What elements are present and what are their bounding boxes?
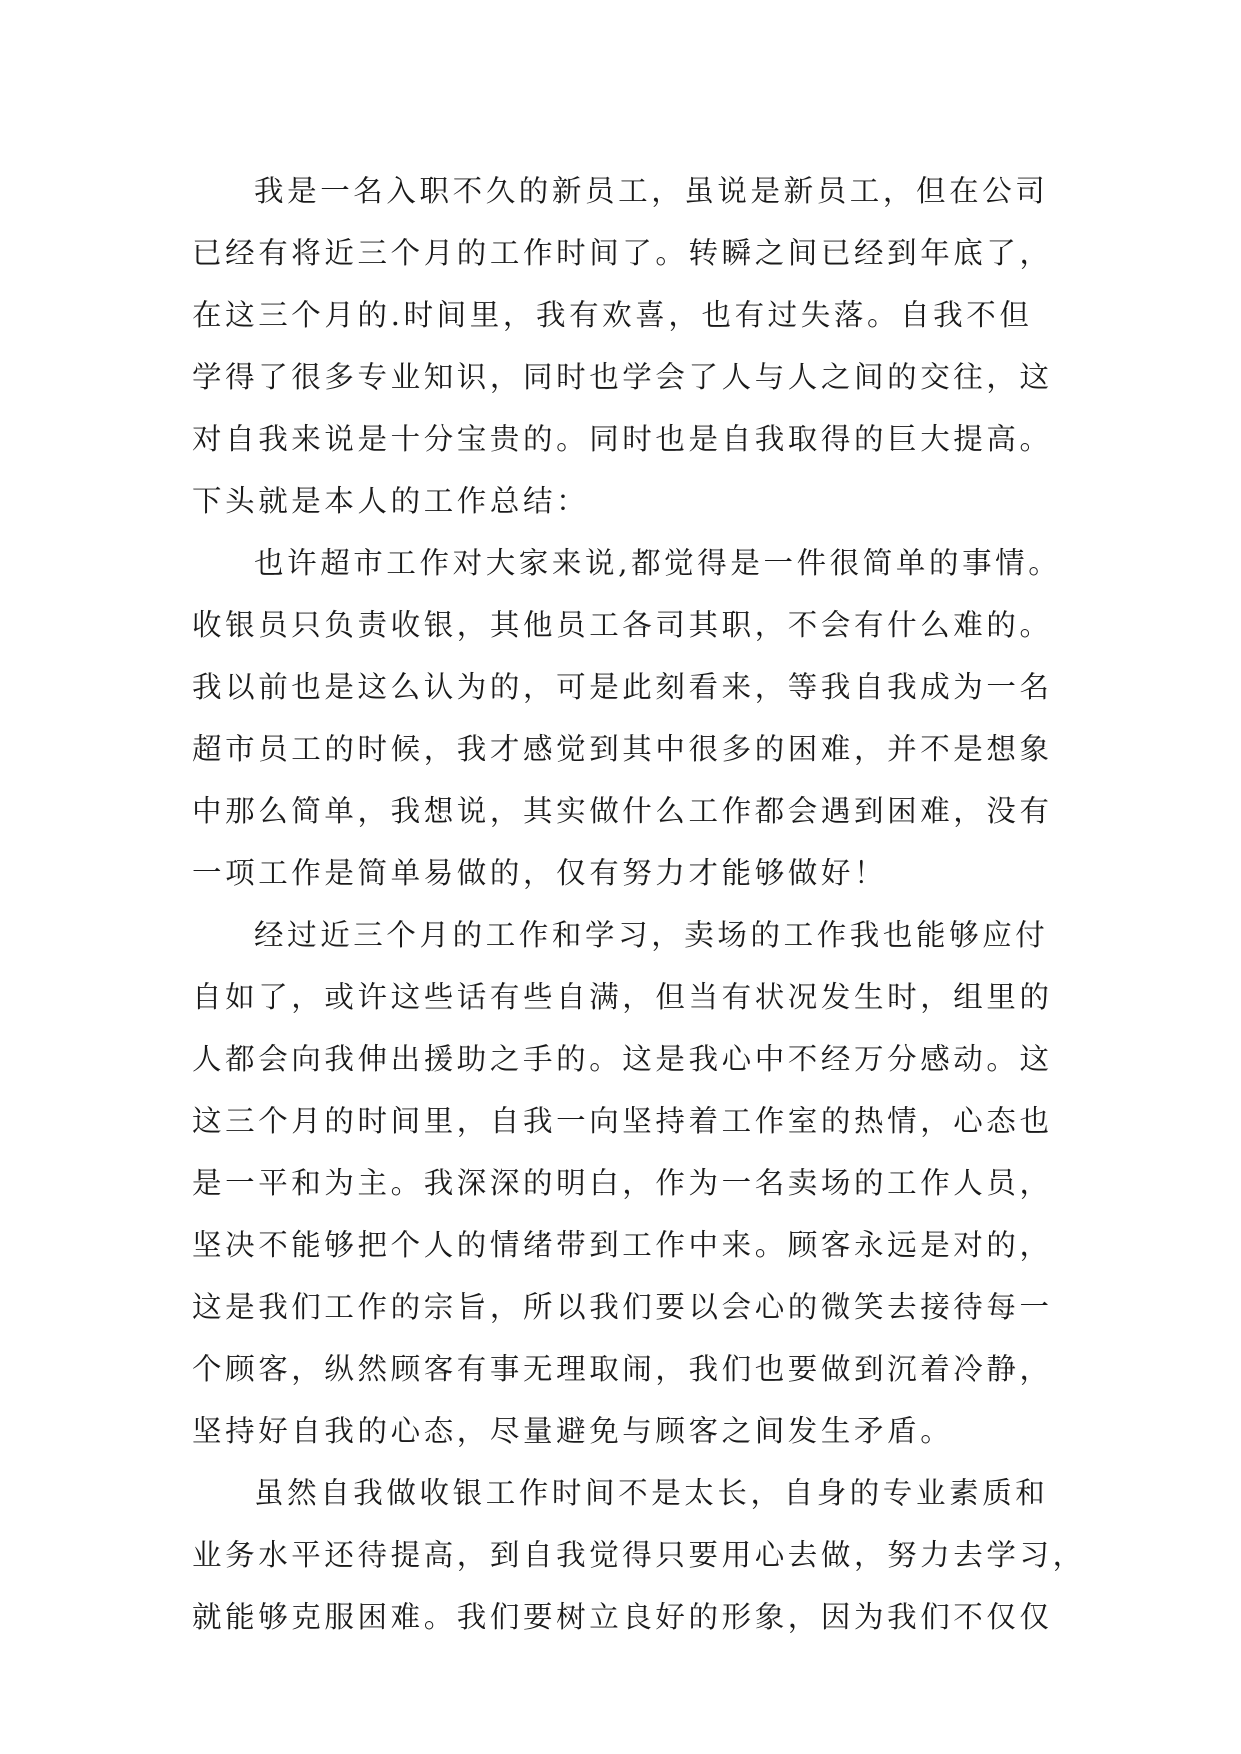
text-line: 中那么简单，我想说，其实做什么工作都会遇到困难，没有: [192, 794, 1053, 828]
text-line: 一项工作是简单易做的，仅有努力才能够做好！: [192, 856, 888, 890]
text-line: 收银员只负责收银，其他员工各司其职，不会有什么难的。: [192, 608, 1053, 642]
text-line: 经过近三个月的工作和学习，卖场的工作我也能够应付: [254, 918, 1049, 952]
text-line: 人都会向我伸出援助之手的。这是我心中不经万分感动。这: [192, 1042, 1053, 1076]
text-line: 业务水平还待提高，到自我觉得只要用心去做，努力去学习，: [192, 1538, 1086, 1572]
text-line: 这三个月的时间里，自我一向坚持着工作室的热情，心态也: [192, 1104, 1053, 1138]
text-line: 我是一名入职不久的新员工，虽说是新员工，但在公司: [254, 174, 1049, 208]
text-line: 是一平和为主。我深深的明白，作为一名卖场的工作人员，: [192, 1166, 1053, 1200]
text-line: 我以前也是这么认为的，可是此刻看来，等我自我成为一名: [192, 670, 1053, 704]
text-line: 个顾客，纵然顾客有事无理取闹，我们也要做到沉着冷静，: [192, 1352, 1053, 1386]
text-line: 对自我来说是十分宝贵的。同时也是自我取得的巨大提高。: [192, 422, 1053, 456]
text-line: 超市员工的时候，我才感觉到其中很多的困难，并不是想象: [192, 732, 1053, 766]
document-body: [192, 160, 1086, 1648]
text-line: 就能够克服困难。我们要树立良好的形象，因为我们不仅仅: [192, 1600, 1053, 1634]
text-line: 在这三个月的.时间里，我有欢喜，也有过失落。自我不但: [192, 298, 1033, 332]
paragraph-3: [192, 904, 1054, 1462]
text-line: 已经有将近三个月的工作时间了。转瞬之间已经到年底了，: [192, 236, 1053, 270]
text-line: 这是我们工作的宗旨，所以我们要以会心的微笑去接待每一: [192, 1290, 1053, 1324]
paragraph-2: [192, 532, 1062, 904]
text-line: 坚持好自我的心态，尽量避免与顾客之间发生矛盾。: [192, 1414, 954, 1448]
text-line: 坚决不能够把个人的情绪带到工作中来。顾客永远是对的，: [192, 1228, 1053, 1262]
text-line: 也许超市工作对大家来说,都觉得是一件很简单的事情。: [254, 546, 1062, 580]
paragraph-1: [192, 160, 1054, 532]
text-line: 学得了很多专业知识，同时也学会了人与人之间的交往，这: [192, 360, 1053, 394]
text-line: 下头就是本人的工作总结：: [192, 484, 590, 518]
text-line: 虽然自我做收银工作时间不是太长，自身的专业素质和: [254, 1476, 1049, 1510]
text-line: 自如了，或许这些话有些自满，但当有状况发生时，组里的: [192, 980, 1053, 1014]
paragraph-4: [192, 1462, 1086, 1648]
